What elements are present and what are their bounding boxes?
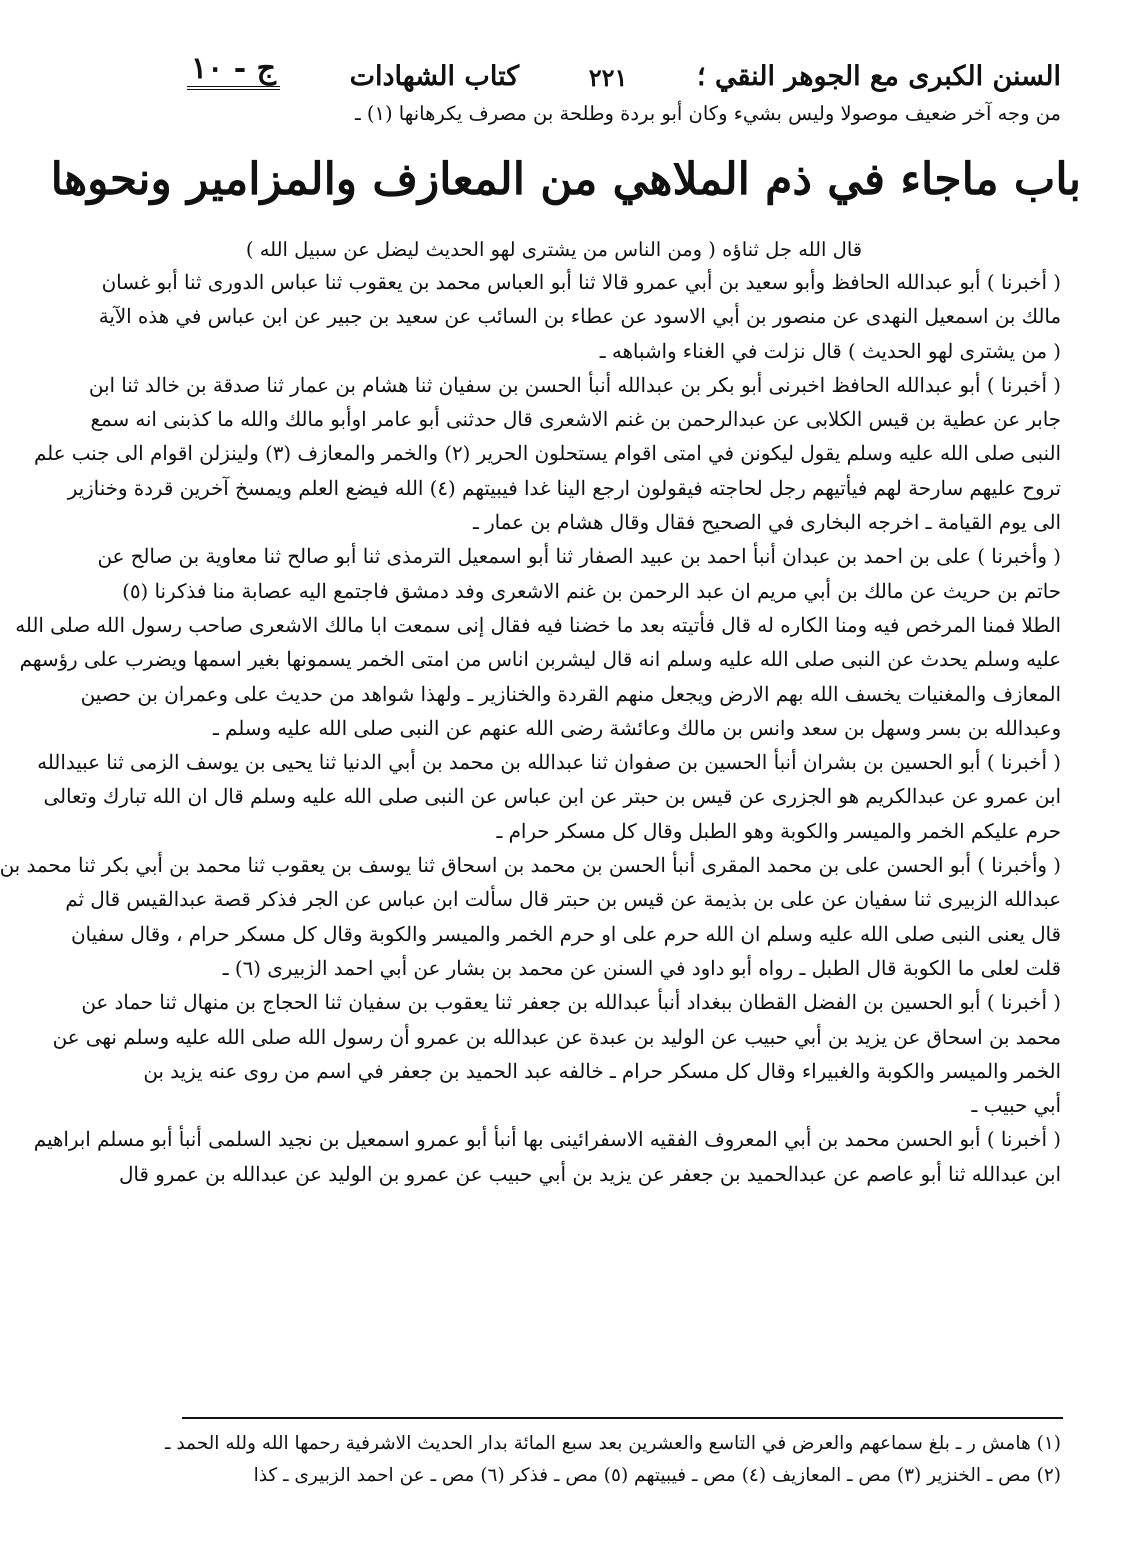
text-line: حاتم بن حريث عن مالك بن أبي مريم ان عبد الرحمن بن غنم الاشعرى وفد دمشق فاجتمع اليه عصابة منا فذكرنا (٥) (122, 579, 1061, 603)
hadith-paragraph (37, 746, 1061, 849)
text-line: ( أخبرنا ) أبو عبدالله الحافظ وأبو سعيد بن أبي عمرو قالا ثنا أبو العباس محمد بن يعقوب ثنا عباس الدورى ثنا أبو غسان (101, 271, 1061, 294)
text-line: ( أخبرنا ) أبو الحسن محمد بن أبي المعروف الفقيه الاسفرائينى بها أنبأ أبو عمرو اسمعيل بن نجيد السلمى أنبأ أبو مسلم ابراهيم (33, 1128, 1061, 1152)
text-line: قلت لعلى ما الكوبة قال الطبل ـ رواه أبو داود في السنن عن محمد بن بشار عن أبي احمد الزبيرى (٦) ـ (222, 956, 1061, 980)
text-line: ( من يشترى لهو الحديث ) قال نزلت في الغناء واشباهه ـ (599, 339, 1061, 363)
verse-line: قال الله جل ثناؤه ( ومن الناس من يشترى لهو الحديث ليضل عن سبيل الله ) (245, 238, 863, 261)
footnotes (165, 1428, 1061, 1492)
hadith-paragraph (15, 540, 1061, 746)
hadith-paragraph (33, 1123, 1061, 1192)
text-line: النبى صلى الله عليه وسلم يقول ليكونن في امتى اقوام يستحلون الحرير (٢) والخمر والمعازف (٣) ولينزلن اقوام الى جنب علم (33, 442, 1061, 466)
text-line: ( أخبرنا ) أبو عبدالله الحافظ اخبرنى أبو بكر بن عبدالله أنبأ الحسن بن سفيان ثنا هشام بن عمار ثنا صدقة بن خالد ثنا ابن (88, 373, 1061, 397)
footnote-separator (182, 1417, 1063, 1419)
hadith-paragraph (98, 266, 1061, 369)
text-line: حرم عليكم الخمر والميسر والكوبة وهو الطبل وقال كل مسكر حرام ـ (496, 819, 1061, 843)
text-line: ابن عبدالله ثنا أبو عاصم عن عبدالحميد بن جعفر عن يزيد بن أبي حبيب عن عمرو بن الوليد عن عبدالله بن عمرو قال (119, 1162, 1061, 1186)
text-line: قال يعنى النبى صلى الله عليه وسلم ان الله حرم على او حرم الخمر والميسر والكوبة وقال كل مسكر حرام ، وقال سفيان (71, 922, 1061, 946)
text-line: مالك بن اسمعيل النهدى عن منصور بن أبي الاسود عن عطاء بن السائب عن سعيد بن جبير عن ابن عباس في هذه الآية (98, 305, 1061, 329)
text-line: عبدالله الزبيرى ثنا سفيان عن على بن بذيمة عن قيس بن حبتر قال سألت ابن عباس عن الجر فذكر قصة عبدالقيس قال ثم (65, 888, 1061, 912)
continuation-line: من وجه آخر ضعيف موصولا وليس بشيء وكان أبو بردة وطلحة بن مصرف يكرهانها (١) ـ (354, 102, 1061, 125)
hadith-paragraph (33, 369, 1061, 540)
book-title: السنن الكبرى مع الجوهر النقي ؛ (696, 61, 1061, 92)
footnote-line: (١) هامش ر ـ بلغ سماعهم والعرض في التاسع والعشرين بعد سبع المائة بدار الحديث الاشرفية رحمها الله ولله الحمد ـ (165, 1433, 1061, 1454)
text-line: تروح عليهم سارحة لهم فيأتيهم رجل لحاجته فيقولون ارجع الينا غدا فيبيتهم (٤) الله فيضع العلم ويمسخ آخرين قردة وخنازير (67, 476, 1061, 500)
page-number: ٢٢١ (588, 63, 628, 92)
text-line: ابن عمرو عن عبدالكريم هو الجزرى عن قيس بن حبتر عن ابن عباس عن النبى صلى الله عليه وسلم قال ان الله تبارك وتعالى (43, 785, 1061, 809)
text-line: أبي حبيب ـ (971, 1094, 1061, 1118)
text-line: ( أخبرنا ) أبو الحسين بن الفضل القطان ببغداد أنبأ عبدالله بن جعفر ثنا يعقوب بن سفيان ثنا الحجاج بن منهال ثنا حماد عن (81, 991, 1061, 1015)
text-line: ( أخبرنا ) أبو الحسين بن بشران أنبأ الحسين بن صفوان ثنا عبدالله بن محمد بن أبي الدنيا ثنا يحيى بن يوسف الزمى ثنا عبيدالله (37, 751, 1061, 775)
hadith-paragraph (0, 849, 1061, 986)
text-line: محمد بن اسحاق عن يزيد بن أبي حبيب عن الوليد بن عبدة عن عبدالله بن عمرو أن رسول الله صلى الله عليه وسلم نهى عن (52, 1025, 1061, 1049)
volume-number: ج - ١٠ (187, 54, 280, 90)
text-line: الطلا فمنا المرخص فيه ومنا الكاره له قال فأتيته بعد ما خضنا فيه فقال إنى سمعت ابا مالك الاشعرى صاحب رسول الله صلى الله (15, 613, 1061, 637)
hadith-body (0, 266, 1061, 1192)
text-line: الى يوم القيامة ـ اخرجه البخارى في الصحيح فقال وقال هشام بن عمار ـ (473, 511, 1061, 535)
hadith-paragraph (52, 986, 1061, 1123)
text-line: الخمر والميسر والكوبة والغبيراء وقال كل مسكر حرام ـ خالفه عبد الحميد بن جعفر في اسم من روى عنه يزيد بن (143, 1059, 1061, 1083)
text-line: وعبدالله بن بسر وسهل بن سعد وانس بن مالك وعائشة رضى الله عنهم عن النبى صلى الله عليه وسلم ـ (212, 716, 1061, 740)
text-line: ( وأخبرنا ) أبو الحسن على بن محمد المقرى أنبأ الحسن بن محمد بن اسحاق ثنا يوسف بن يعقوب ثنا محمد بن أبي بكر ثنا محمد بن (0, 854, 1061, 878)
page-header (187, 40, 1061, 90)
text-line: ( وأخبرنا ) على بن احمد بن عبدان أنبأ احمد بن عبيد الصفار ثنا أبو اسمعيل الترمذى ثنا أبو صالح ثنا معاوية بن صالح عن (97, 545, 1061, 569)
text-line: المعازف والمغنيات يخسف الله بهم الارض ويجعل منهم القردة والخنازير ـ ولهذا شواهد من حديث على وعمران بن حصين (80, 682, 1061, 706)
text-line: جابر عن عطية بن قيس الكلابى عن عبدالرحمن بن غنم الاشعرى قال حدثنى أبو عامر اوأبو مالك والله ما كذبنى انه سمع (90, 408, 1061, 432)
footnote-line: (٢) مص ـ الخنزير (٣) مص ـ المعازيف (٤) مص ـ فيبيتهم (٥) مص ـ فذكر (٦) مص ـ عن احمد الزبيرى ـ كذا (253, 1465, 1061, 1486)
section-title: كتاب الشهادات (349, 61, 520, 92)
chapter-heading: باب ماجاء في ذم الملاهي من المعازف والمزامير ونحوها (50, 154, 1081, 205)
text-line: عليه وسلم يحدث عن النبى صلى الله عليه وسلم انه قال ليشربن اناس من امتى الخمر يسمونها بغير اسمها ويضرب على رؤسهم (19, 648, 1061, 672)
